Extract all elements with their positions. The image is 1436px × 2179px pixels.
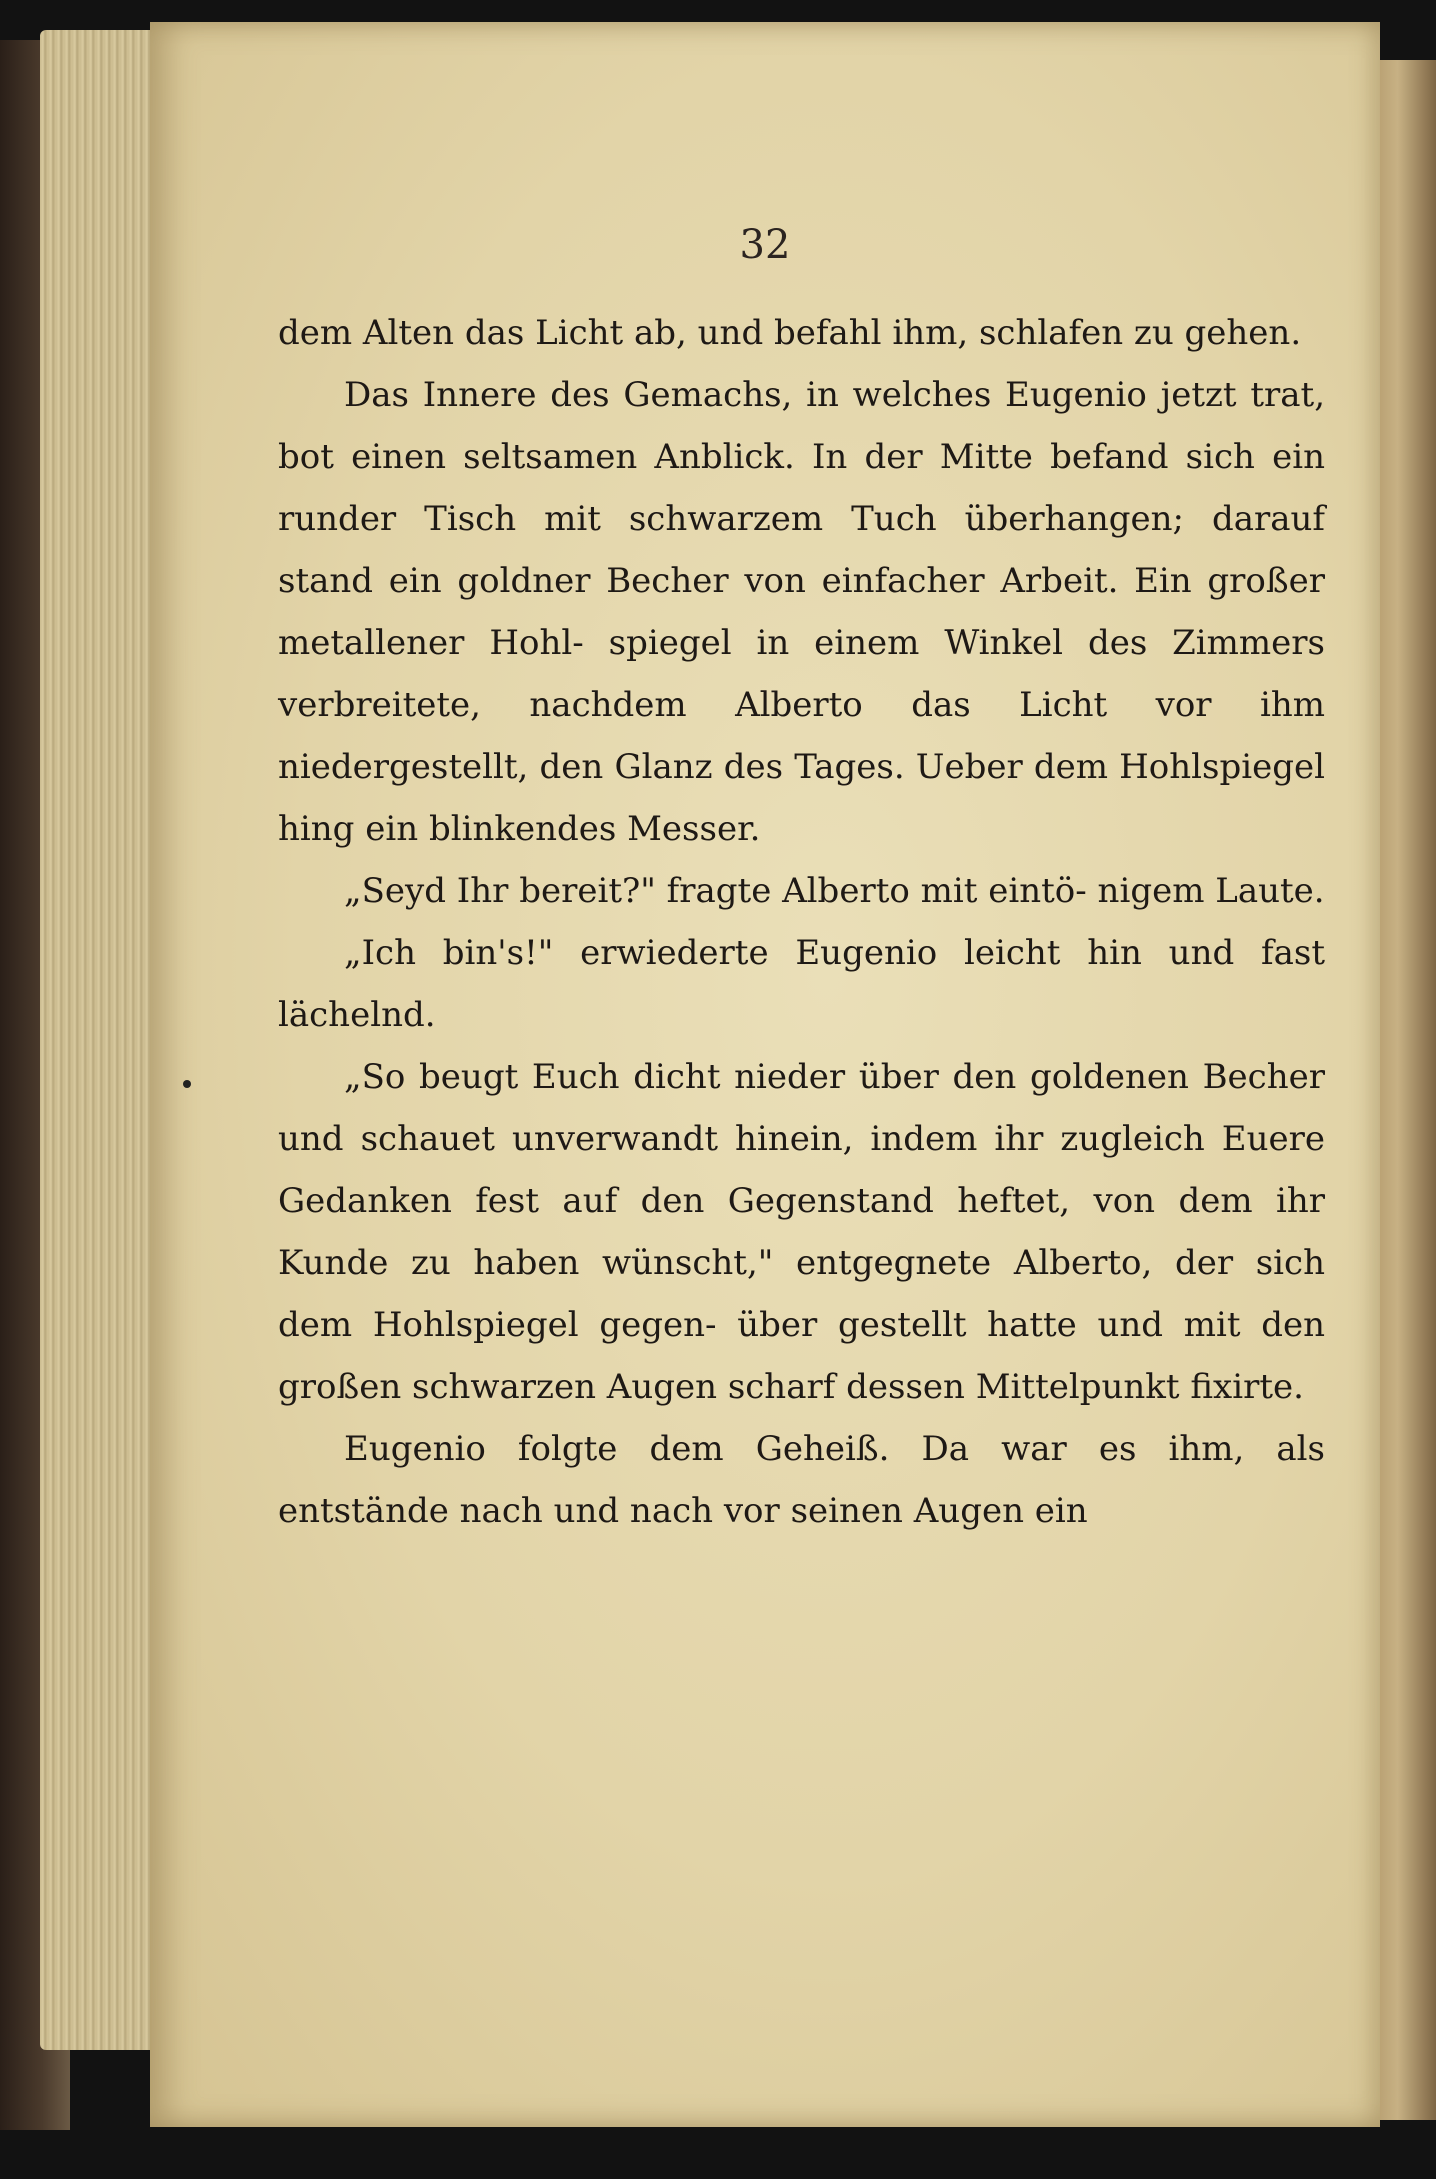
paragraph: dem Alten das Licht ab, und befahl ihm, schlafen zu gehen. <box>278 313 1302 353</box>
paragraph: „Seyd Ihr bereit?" fragte Alberto mit eintö- nigem Laute. <box>344 871 1325 911</box>
paragraph: „So beugt Euch dicht nieder über den goldenen Becher und schauet unverwandt hinein, indem ihr zugleich Euere Gedanken fest auf den Gegenstand heftet, von dem ihr Kunde zu haben wünscht," entgegnete Alberto, der sich dem Hohlspiegel gegen- über gestellt hatte und mit den großen schwarzen Augen scharf dessen Mittelpunkt fixirte. <box>278 1057 1325 1407</box>
paragraph: Eugenio folgte dem Geheiß. Da war es ihm, als entstände nach und nach vor seinen Augen ein <box>278 1429 1325 1531</box>
paragraph: „Ich bin's!" erwiederte Eugenio leicht hin und fast lächelnd. <box>278 933 1325 1035</box>
page-text <box>278 302 1325 1542</box>
page-number: 32 <box>739 222 791 268</box>
book-cover-edge-right <box>1372 60 1436 2120</box>
paragraph: Das Innere des Gemachs, in welches Eugenio jetzt trat, bot einen seltsamen Anblick. In der Mitte befand sich ein runder Tisch mit schwarzem Tuch überhangen; darauf stand ein goldner Becher von einfacher Arbeit. Ein großer metallener Hohl- spiegel in einem Winkel des Zimmers verbreitete, nachdem Alberto das Licht vor ihm niedergestellt, den Glanz des Tages. Ueber dem Hohlspiegel hing ein blinkendes Messer. <box>278 375 1325 849</box>
ink-spot <box>183 1080 191 1088</box>
